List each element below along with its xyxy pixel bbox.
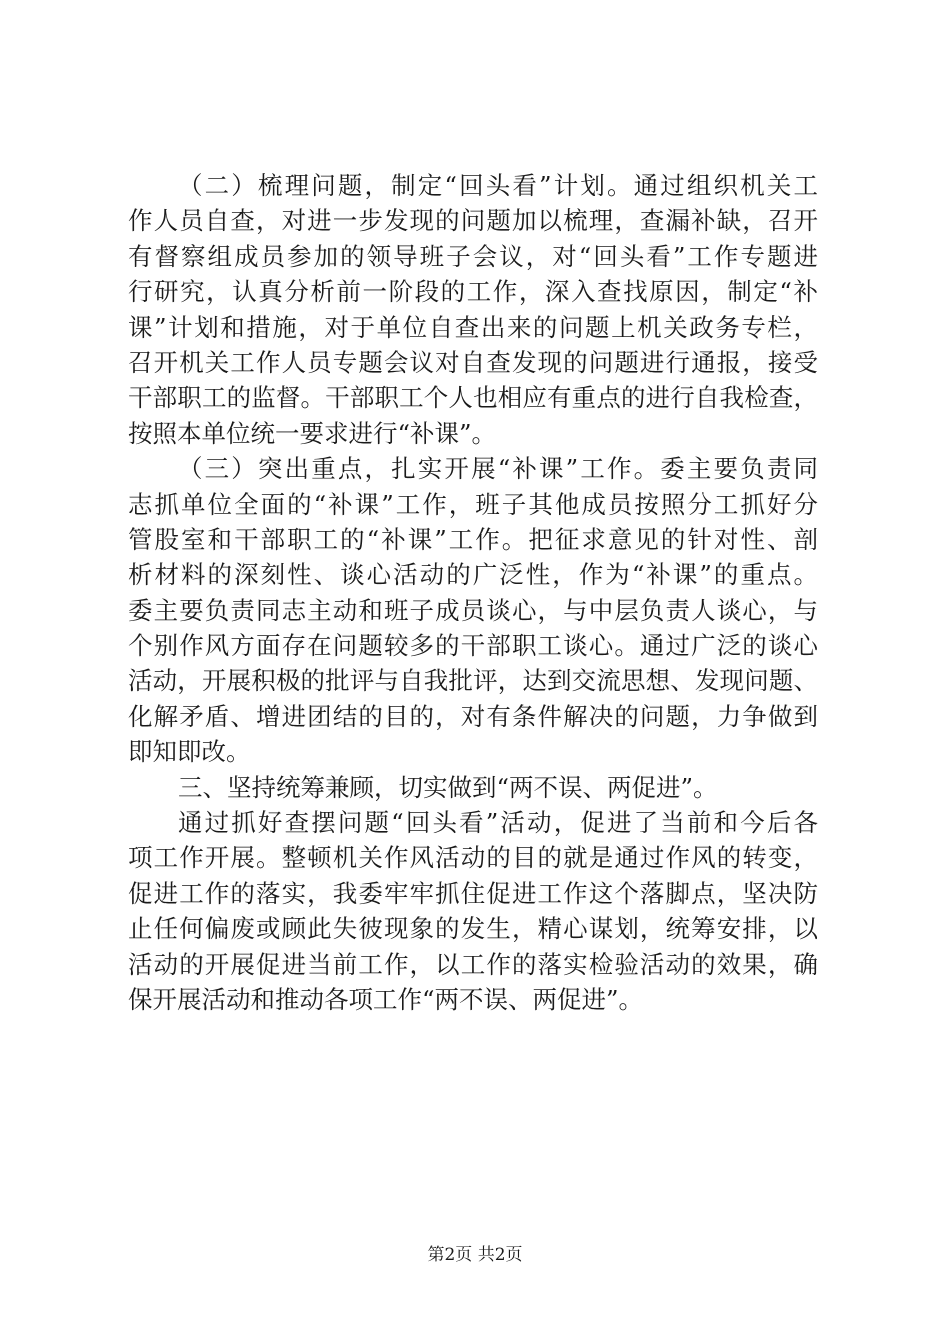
text-line: 按照本单位统一要求进行“补课”。 bbox=[128, 418, 497, 448]
text-line: （三）突出重点，扎实开展“补课”工作。委主要负责同 bbox=[178, 454, 818, 484]
text-line: 课”计划和措施，对于单位自查出来的问题上机关政务专栏， bbox=[128, 312, 818, 342]
text-line: 止任何偏废或顾此失彼现象的发生，精心谋划，统筹安排，以 bbox=[128, 914, 818, 944]
text-line: 个别作风方面存在问题较多的干部职工谈心。通过广泛的谈心 bbox=[128, 631, 818, 661]
text-line: 有督察组成员参加的领导班子会议，对“回头看”工作专题进 bbox=[128, 241, 818, 271]
text-line: 促进工作的落实，我委牢牢抓住促进工作这个落脚点，坚决防 bbox=[128, 878, 818, 908]
section-heading: 三、坚持统筹兼顾，切实做到“两不误、两促进”。 bbox=[178, 772, 718, 802]
text-line: 作人员自查，对进一步发现的问题加以梳理，查漏补缺，召开 bbox=[128, 206, 818, 236]
text-line: 项工作开展。整顿机关作风活动的目的就是通过作风的转变， bbox=[128, 843, 818, 873]
text-line: 管股室和干部职工的“补课”工作。把征求意见的针对性、剖 bbox=[128, 524, 818, 554]
text-line: 通过抓好查摆问题“回头看”活动，促进了当前和今后各 bbox=[178, 808, 818, 838]
text-line: 志抓单位全面的“补课”工作，班子其他成员按照分工抓好分 bbox=[128, 489, 818, 519]
text-line: （二）梳理问题，制定“回头看”计划。通过组织机关工 bbox=[178, 171, 818, 200]
text-line: 活动，开展积极的批评与自我批评，达到交流思想、发现问题、 bbox=[128, 666, 818, 696]
text-line: 析材料的深刻性、谈心活动的广泛性，作为“补课”的重点。 bbox=[128, 560, 818, 590]
page-footer bbox=[0, 1243, 950, 1267]
text-line: 召开机关工作人员专题会议对自查发现的问题进行通报，接受 bbox=[128, 347, 818, 377]
text-line: 保开展活动和推动各项工作“两不误、两促进”。 bbox=[128, 984, 644, 1014]
page-number-label: 第2页 共2页 bbox=[427, 1245, 523, 1265]
text-line: 化解矛盾、增进团结的目的，对有条件解决的问题，力争做到 bbox=[128, 701, 818, 731]
text-line: 即知即改。 bbox=[128, 737, 251, 767]
text-line: 行研究，认真分析前一阶段的工作，深入查找原因，制定“补 bbox=[128, 277, 818, 307]
text-line: 干部职工的监督。干部职工个人也相应有重点的进行自我检查， bbox=[128, 383, 818, 413]
document-body bbox=[128, 168, 818, 1017]
text-line: 委主要负责同志主动和班子成员谈心，与中层负责人谈心，与 bbox=[128, 595, 818, 625]
text-line: 活动的开展促进当前工作，以工作的落实检验活动的效果，确 bbox=[128, 949, 818, 979]
